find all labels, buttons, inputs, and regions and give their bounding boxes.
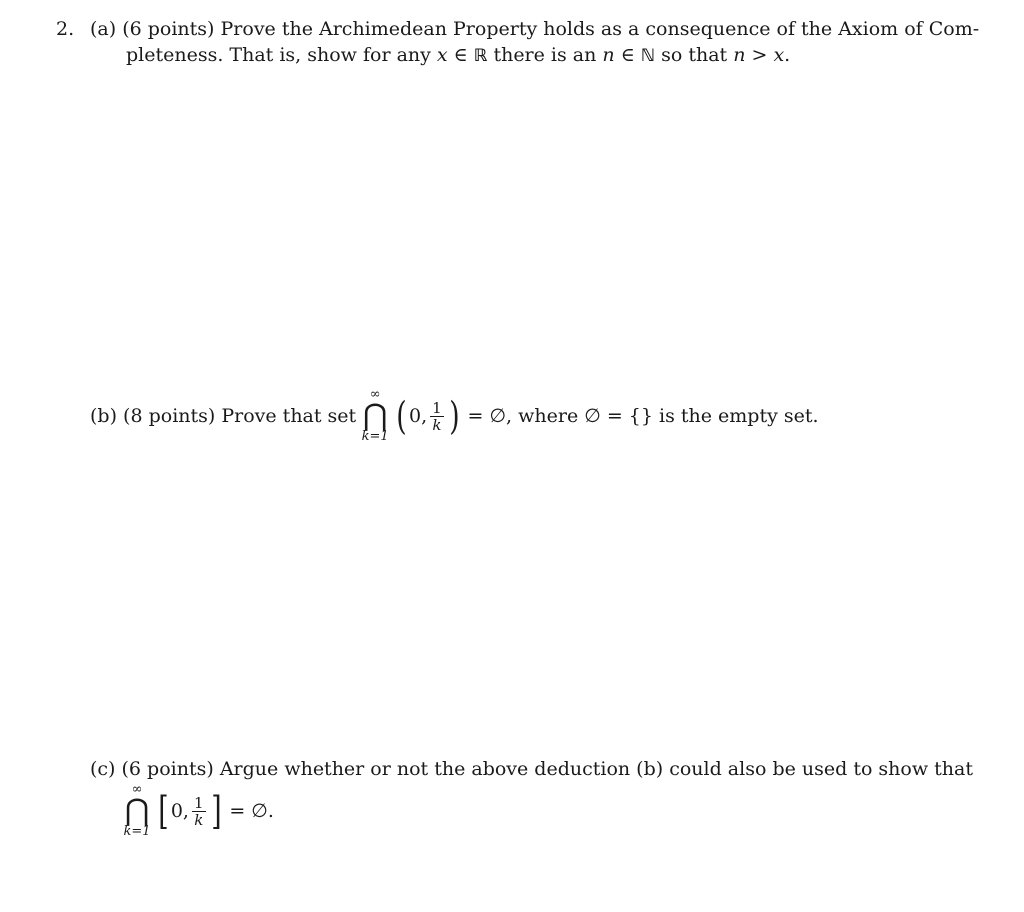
part-a-line1 <box>90 16 979 42</box>
upper-limit-c: ∞ <box>131 782 143 797</box>
var-x-2: x <box>773 44 785 66</box>
part-a-points: (6 points) <box>122 18 215 40</box>
lower-limit-b: k=1 <box>361 429 389 444</box>
period: . <box>784 44 791 66</box>
part-b-label: (b) <box>90 405 117 427</box>
var-n: n <box>602 44 615 66</box>
part-a-sothat: so that <box>655 44 734 66</box>
upper-limit-b: ∞ <box>369 387 381 402</box>
var-n-2: n <box>733 44 746 66</box>
interval-start-c: 0, <box>170 800 189 822</box>
part-b-text: Prove that set <box>221 405 357 427</box>
lower-limit-c: k=1 <box>123 824 151 839</box>
set-naturals: ℕ <box>640 46 656 66</box>
part-c-points: (6 points) <box>121 758 214 780</box>
fraction-den-b: k <box>432 415 442 434</box>
var-x: x <box>436 44 448 66</box>
part-a-line2 <box>126 42 790 69</box>
part-b <box>90 381 819 451</box>
element-of-1: ∈ <box>447 44 474 66</box>
part-c-suffix: = ∅. <box>229 800 274 822</box>
open-bracket-c: [ <box>158 789 169 833</box>
part-a-there: there is an <box>487 44 603 66</box>
close-paren-b: ) <box>448 394 460 438</box>
open-paren-b: ( <box>396 394 407 438</box>
part-b-points: (8 points) <box>123 405 216 427</box>
fraction-b <box>430 400 444 433</box>
part-a-label: (a) <box>90 18 117 40</box>
close-bracket-c: ] <box>210 789 222 833</box>
fraction-den-c: k <box>194 810 204 829</box>
greater-than: > <box>745 44 774 66</box>
element-of-2: ∈ <box>614 44 641 66</box>
fraction-c <box>192 795 206 828</box>
fraction-num-c: 1 <box>193 793 204 812</box>
fraction-num-b: 1 <box>432 398 442 417</box>
part-a-text-line1: Prove the Archimedean Property holds as a consequence of the Axiom of Com- <box>220 18 980 40</box>
set-reals: ℝ <box>473 46 488 66</box>
intersection-operator-c <box>122 783 152 839</box>
question-number-text: 2. <box>56 18 75 40</box>
part-c-formula <box>122 778 274 844</box>
question-number <box>56 16 74 42</box>
part-a-text-line2: pleteness. That is, show for any <box>126 44 437 66</box>
part-b-suffix: = ∅, where ∅ = {} is the empty set. <box>467 405 819 427</box>
part-c-label: (c) <box>90 758 116 780</box>
cap-symbol-b: ⋂ <box>362 398 388 433</box>
part-c-text: Argue whether or not the above deduction (b) could also be used to show that <box>219 758 973 780</box>
intersection-operator-b <box>360 388 390 444</box>
cap-symbol-c: ⋂ <box>124 793 150 828</box>
interval-start-b: 0, <box>409 405 428 427</box>
